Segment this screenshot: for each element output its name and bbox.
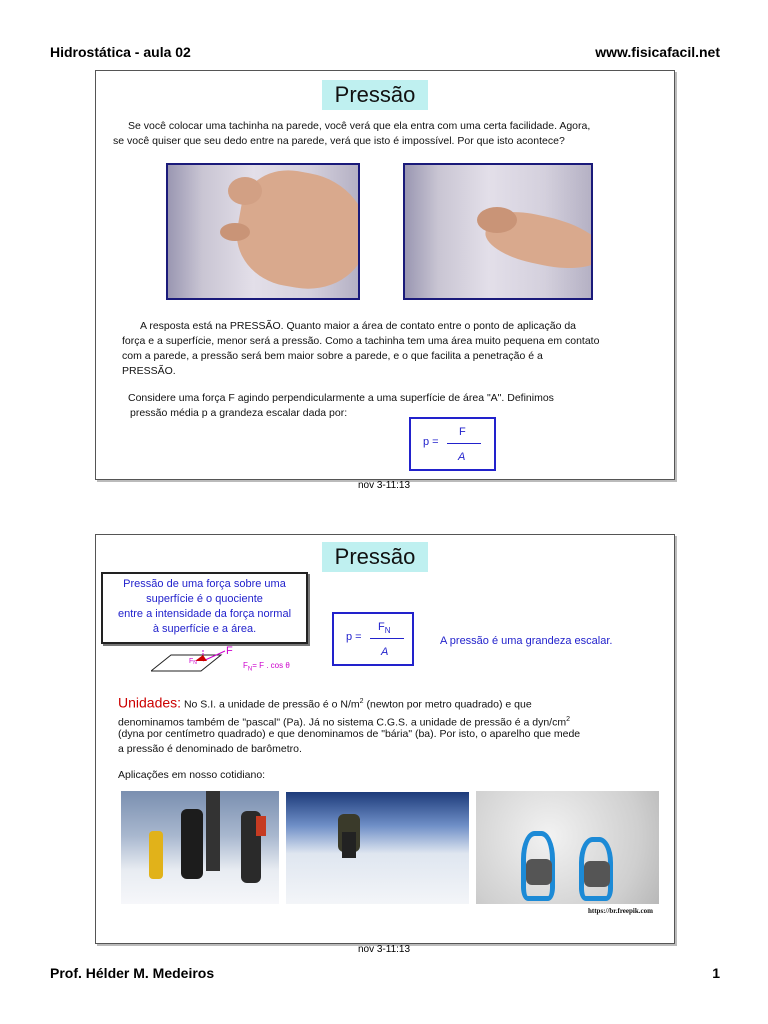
units-heading: Unidades:	[118, 694, 182, 711]
intro-line-2: se você quiser que seu dedo entre na parede, verá que isto é impossível. Por que isto acontece?	[113, 135, 565, 147]
formula-numerator: $F_N$	[378, 621, 391, 636]
slide-title: Pressão	[322, 80, 428, 110]
author: Prof. Hélder M. Medeiros	[50, 965, 215, 981]
formula-denominator: A	[381, 646, 389, 658]
units-line-3: (dyna por centímetro quadrado) e que denominamos de "bária" (ba). Por isto, o aparelho que mede	[118, 728, 581, 740]
fraction-bar	[370, 638, 404, 639]
normal-force-equation: $F_N= F$ . cos θ	[243, 661, 290, 673]
intro-line-1: Se você colocar uma tachinha na parede, você verá que ela entra com uma certa facilidade. Agora,	[128, 120, 591, 132]
photo-credit: https://br.freepik.com	[588, 907, 653, 915]
units-line-2: denominamos também de "pascal" (Pa). Já no sistema C.G.S. a unidade de pressão é a dyn/$cm^2$	[118, 716, 571, 729]
consider-line-2: pressão média p a grandeza escalar dada por:	[130, 407, 348, 419]
answer-line-1: A resposta está na PRESSÃO. Quanto maior a área de contato entre o ponto de aplicação da	[140, 320, 577, 332]
hiker-in-snow-photo	[286, 792, 469, 904]
definition-line-4: à superfície e a área.	[152, 623, 257, 635]
skiers-photo	[121, 791, 279, 904]
page-header	[50, 44, 720, 64]
scalar-note: A pressão é uma grandeza escalar.	[440, 635, 613, 647]
formula-lhs: p =	[423, 436, 439, 448]
consider-line-1: Considere uma força F agindo perpendicularmente a uma superfície de área "A". Definimos	[128, 392, 554, 404]
slide-title: Pressão	[322, 542, 428, 572]
page-number: 1	[712, 965, 720, 981]
force-label: F	[226, 645, 233, 657]
page-footer	[50, 965, 720, 985]
applications-heading: Aplicações em nosso cotidiano:	[118, 769, 266, 781]
units-line-4: a pressão é denominado de barômetro.	[118, 743, 302, 755]
slide-1	[95, 70, 675, 480]
formula-lhs: p =	[346, 631, 362, 643]
definition-line-1: Pressão de uma força sobre uma	[123, 578, 286, 590]
answer-line-2: força e a superfície, menor será a pressão. Como a tachinha tem uma área muito pequena em contato	[122, 335, 600, 347]
formula-denominator: A	[458, 451, 466, 463]
pressure-formula	[409, 417, 496, 471]
fraction-bar	[447, 443, 481, 444]
finger-on-wall-photo	[166, 163, 360, 300]
units-line-1: Unidades: No S.I. a unidade de pressão é o $N/m^2$ (newton por metro quadrado) e que	[118, 694, 532, 711]
slide-2	[95, 534, 675, 944]
answer-line-3: com a parede, a pressão será bem maior sobre a parede, e o que facilita a penetração é a	[122, 350, 543, 362]
definition-line-2: superfície é o quociente	[146, 593, 263, 605]
force-vector	[203, 651, 225, 661]
snowshoes-photo	[476, 791, 659, 904]
definition-line-3: entre a intensidade da força normal	[117, 608, 292, 620]
site-url: www.fisicafacil.net	[595, 44, 720, 60]
definition-box	[101, 572, 308, 644]
normal-force-label: FN	[189, 658, 197, 666]
formula-numerator: F	[459, 426, 466, 438]
slide-1-caption: nov 3-11:13	[357, 480, 411, 491]
slide-2-caption: nov 3-11:13	[357, 944, 411, 955]
lesson-title: Hidrostática - aula 02	[50, 44, 191, 60]
thumb-on-wall-photo	[403, 163, 593, 300]
answer-line-4: PRESSÃO.	[122, 365, 176, 377]
